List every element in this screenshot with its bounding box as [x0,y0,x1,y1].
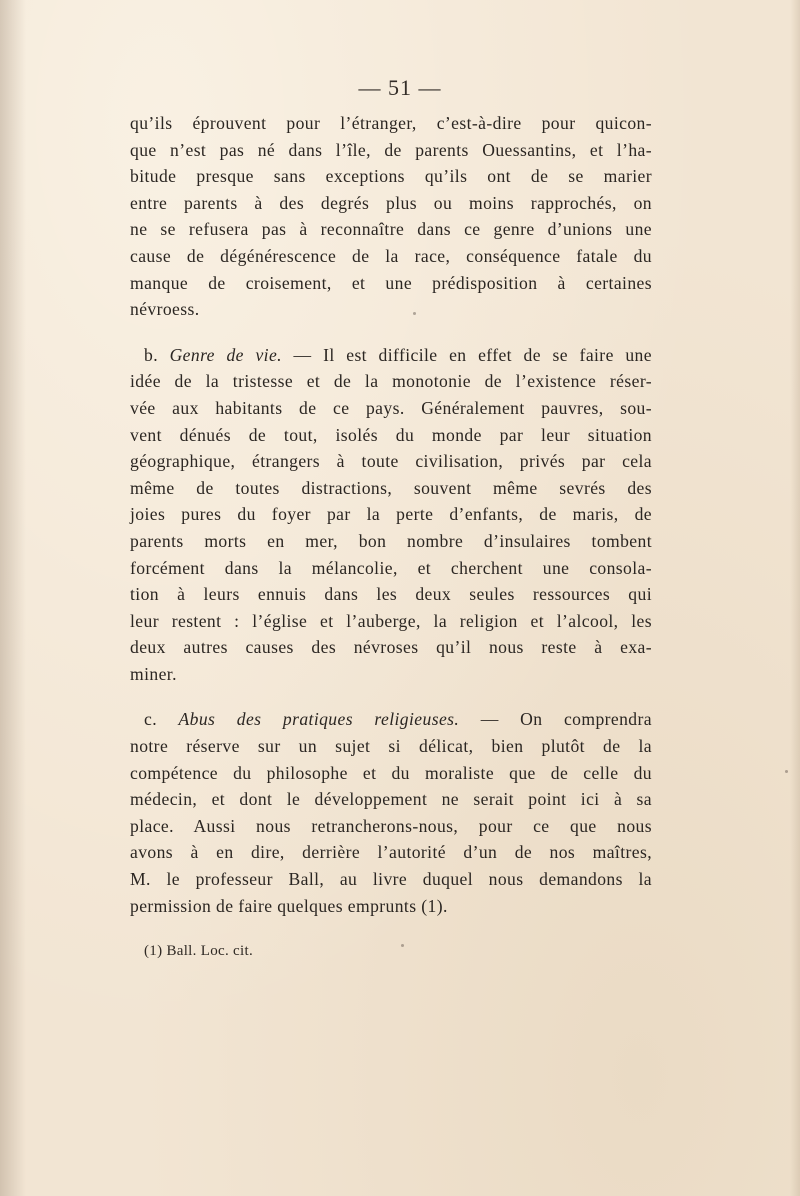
text-line: permission de faire quelques emprunts (1). [130,895,448,916]
text-line: miner. [130,663,177,684]
spine-shadow [0,0,26,1196]
paper-speck [785,770,788,773]
text-line: avons à en dire, derrière l’autorité d’un de nos maîtres, [130,842,652,863]
text-line: névroess. [130,299,200,320]
section-heading-line [130,342,652,369]
paragraph-abus-pratiques [130,706,652,919]
section-marker: b. [144,344,158,365]
text-line: idée de la tristesse et de la monotonie de l’existence réser- [130,371,652,392]
text-line: cause de dégénérescence de la race, conséquence fatale du [130,245,652,266]
text-line: vée aux habitants de ce pays. Généralement pauvres, sou- [130,397,652,418]
text-line: On comprendra [520,709,652,730]
text-line: M. le professeur Ball, au livre duquel nous demandons la [130,869,652,890]
text-line: entre parents à des degrés plus ou moins rapprochés, on [130,192,652,213]
text-line: géographique, étrangers à toute civilisation, privés par cela [130,451,652,472]
text-line: deux autres causes des névroses qu’il nous reste à exa- [130,637,652,658]
text-line: notre réserve sur un sujet si délicat, bien plutôt de la [130,736,652,757]
paper-speck [413,312,416,315]
section-heading-line [130,706,652,733]
footnote: (1) Ball. Loc. cit. [144,943,254,959]
text-line: bitude presque sans exceptions qu’ils ont de se marier [130,166,652,187]
text-line: place. Aussi nous retrancherons-nous, pour ce que nous [130,815,652,836]
text-line: manque de croisement, et une prédisposition à certaines [130,272,652,293]
text-line: médecin, et dont le développement ne serait point ici à sa [130,789,652,810]
paragraph-intro [130,110,652,323]
text-line: ne se refusera pas à reconnaître dans ce genre d’unions une [130,219,652,240]
text-line: que n’est pas né dans l’île, de parents Ouessantins, et l’ha- [130,139,652,160]
heading-dash: — [293,344,312,365]
body-text [130,110,652,938]
text-line: même de toutes distractions, souvent même sevrés des [130,477,652,498]
text-line: vent dénués de tout, isolés du monde par leur situation [130,424,652,445]
page-number: — 51 — [358,75,442,100]
section-marker: c. [144,709,158,730]
page-edge [790,0,800,1196]
paragraph-genre-de-vie [130,342,652,688]
text-line: tion à leurs ennuis dans les deux seules ressources qui [130,584,652,605]
section-heading: Genre de vie. [169,344,282,365]
text-line: leur restent : l’église et l’auberge, la religion et l’alcool, les [130,610,652,631]
text-line: parents morts en mer, bon nombre d’insulaires tombent [130,530,652,551]
text-line: compétence du philosophe et du moraliste que de celle du [130,762,652,783]
text-line: qu’ils éprouvent pour l’étranger, c’est-à-dire pour quicon- [130,113,652,133]
heading-dash: — [480,709,499,730]
section-heading: Abus des pratiques religieuses. [178,709,460,730]
text-line: joies pures du foyer par la perte d’enfants, de maris, de [130,504,652,525]
paper-speck [401,944,404,947]
text-line: forcément dans la mélancolie, et cherchent une consola- [130,557,652,578]
text-line: Il est difficile en effet de se faire une [323,344,652,365]
